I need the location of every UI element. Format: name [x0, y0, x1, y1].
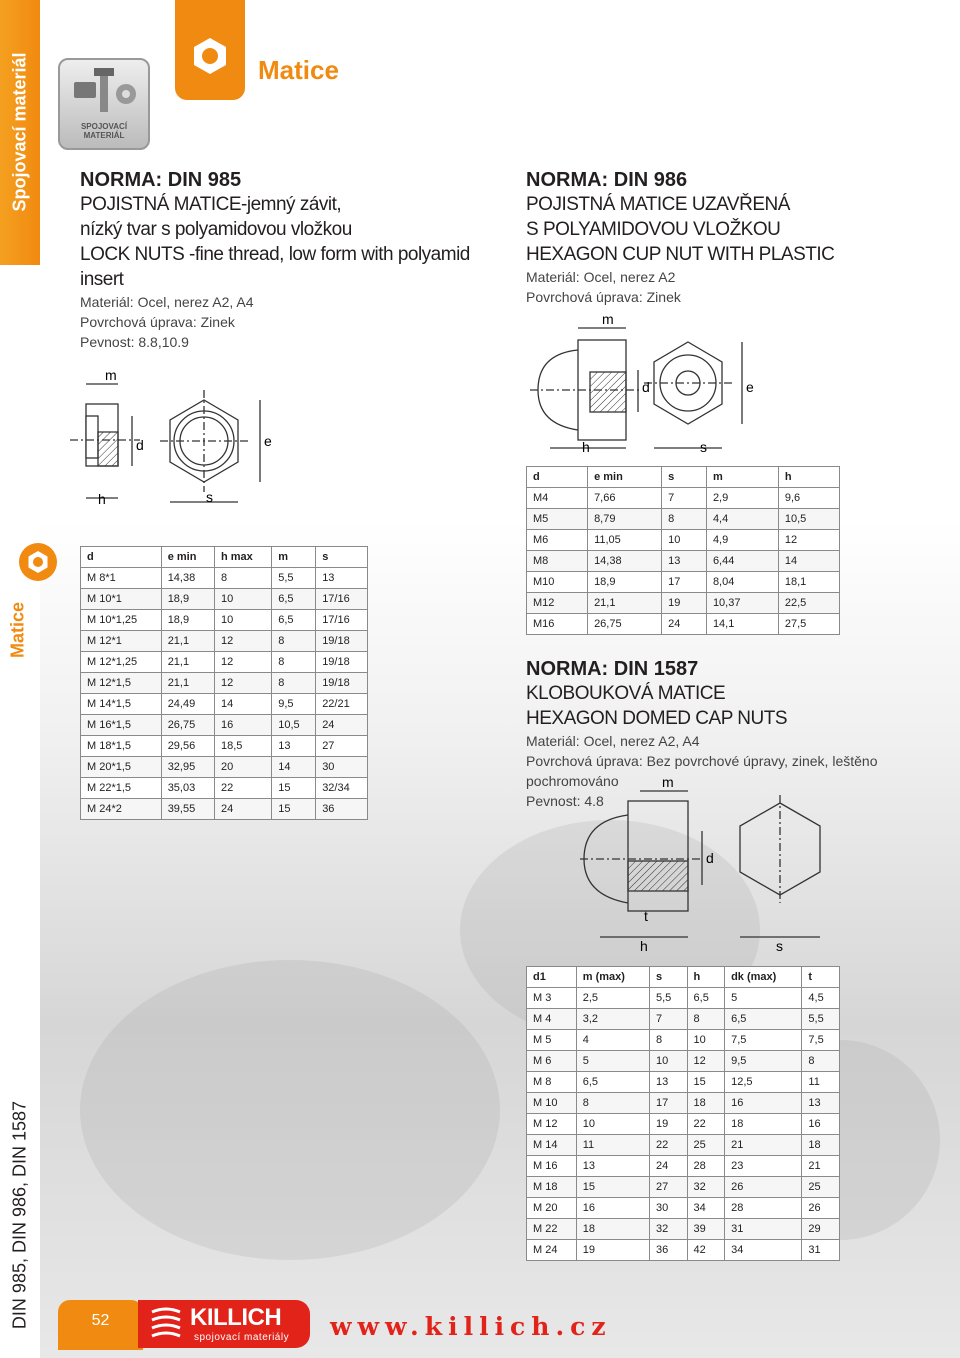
table-cell: M8	[527, 551, 588, 572]
table-cell: 18	[802, 1135, 840, 1156]
table-cell: 4,5	[802, 988, 840, 1009]
table-row	[527, 1072, 840, 1093]
brand-mark-icon	[146, 1304, 186, 1344]
table-cell: 14	[215, 694, 272, 715]
svg-text:s: s	[206, 489, 213, 505]
table-cell: 39,55	[161, 799, 214, 820]
table-cell: 8	[272, 652, 316, 673]
table-cell: 22/21	[316, 694, 368, 715]
fasteners-icon	[60, 60, 148, 120]
table-cell: 21,1	[588, 593, 662, 614]
table-header: s	[649, 967, 687, 988]
svg-text:t: t	[644, 908, 648, 924]
table-cell: 6,5	[725, 1009, 802, 1030]
table-cell: 36	[316, 799, 368, 820]
svg-text:d: d	[706, 850, 714, 866]
page-number: 52	[58, 1300, 143, 1350]
svg-text:m: m	[662, 775, 674, 790]
din986-norm: NORMA: DIN 986	[526, 169, 688, 191]
table-cell: 18,5	[215, 736, 272, 757]
side-tab-norms: DIN 985, DIN 986, DIN 1587	[9, 1100, 30, 1330]
table-cell: M 24	[527, 1240, 577, 1261]
table-cell: 17/16	[316, 589, 368, 610]
table-row	[81, 778, 368, 799]
table-row	[527, 1093, 840, 1114]
table-cell: M 10*1	[81, 589, 162, 610]
table-header: e min	[161, 547, 214, 568]
table-cell: 4,4	[706, 509, 778, 530]
din1587-description: NORMA: DIN 1587 KLOBOUKOVÁ MATICE HEXAGON DOMED CAP NUTS Materiál: Ocel, nerez A2, A4 Povrchová úprava: Bez povrchové úpravy, zinek, leštěno pochromováno Pevnost: 4.8	[526, 657, 956, 811]
table-cell: 29,56	[161, 736, 214, 757]
table-cell: 21,1	[161, 673, 214, 694]
table-header: t	[802, 967, 840, 988]
table-cell: 10,5	[272, 715, 316, 736]
table-cell: 17	[649, 1093, 687, 1114]
table-row	[81, 694, 368, 715]
table-cell: 21	[802, 1156, 840, 1177]
table-cell: 14	[778, 551, 839, 572]
table-cell: 8	[272, 631, 316, 652]
table-cell: 27	[649, 1177, 687, 1198]
table-cell: 8	[272, 673, 316, 694]
table-cell: 18,1	[778, 572, 839, 593]
table-cell: 32	[649, 1219, 687, 1240]
hex-nut-icon	[175, 0, 245, 100]
table-cell: 8	[687, 1009, 725, 1030]
table-cell: 22,5	[778, 593, 839, 614]
table-row	[527, 593, 840, 614]
din986-table	[526, 466, 840, 635]
table-header: dk (max)	[725, 967, 802, 988]
table-cell: 26	[725, 1177, 802, 1198]
table-cell: 16	[725, 1093, 802, 1114]
table-cell: 10	[215, 589, 272, 610]
table-cell: M 16*1,5	[81, 715, 162, 736]
table-cell: 9,5	[725, 1051, 802, 1072]
table-cell: 12	[687, 1051, 725, 1072]
table-cell: 13	[576, 1156, 649, 1177]
table-cell: M 12*1	[81, 631, 162, 652]
table-cell: 21,1	[161, 652, 214, 673]
table-cell: 12	[215, 631, 272, 652]
din1587-table	[526, 966, 840, 1261]
table-cell: 19/18	[316, 631, 368, 652]
table-row	[81, 757, 368, 778]
table-cell: 5,5	[272, 568, 316, 589]
table-cell: 24,49	[161, 694, 214, 715]
svg-text:m: m	[602, 312, 614, 327]
table-cell: 5,5	[649, 988, 687, 1009]
svg-text:s: s	[776, 938, 783, 954]
website-link[interactable]: www.killich.cz	[330, 1312, 612, 1341]
table-cell: 25	[687, 1135, 725, 1156]
table-cell: 21,1	[161, 631, 214, 652]
table-cell: 30	[316, 757, 368, 778]
table-cell: 2,9	[706, 488, 778, 509]
table-cell: M 6	[527, 1051, 577, 1072]
table-cell: M 18	[527, 1177, 577, 1198]
table-header: d1	[527, 967, 577, 988]
table-cell: 5	[576, 1051, 649, 1072]
table-cell: 34	[725, 1240, 802, 1261]
svg-text:d: d	[136, 437, 144, 453]
svg-text:h: h	[582, 439, 590, 455]
table-cell: 10	[687, 1030, 725, 1051]
table-cell: 24	[662, 614, 707, 635]
table-header: h	[687, 967, 725, 988]
table-cell: 19	[649, 1114, 687, 1135]
table-cell: 24	[316, 715, 368, 736]
table-cell: 15	[272, 799, 316, 820]
table-cell: 12,5	[725, 1072, 802, 1093]
table-cell: M4	[527, 488, 588, 509]
table-row	[527, 1009, 840, 1030]
table-cell: 7,5	[802, 1030, 840, 1051]
table-cell: M 16	[527, 1156, 577, 1177]
table-cell: 13	[316, 568, 368, 589]
table-cell: 16	[802, 1114, 840, 1135]
din985-table	[80, 546, 368, 820]
table-header: m	[706, 467, 778, 488]
table-cell: M 20	[527, 1198, 577, 1219]
table-cell: 19	[576, 1240, 649, 1261]
table-header: h	[778, 467, 839, 488]
table-cell: 22	[649, 1135, 687, 1156]
din985-description: NORMA: DIN 985 POJISTNÁ MATICE-jemný závit, nízký tvar s polyamidovou vložkou LOCK NUTS -fine thread, low form with polyamid insert Materiál: Ocel, nerez A2, A4 Povrchová úprava: Zinek Pevnost: 8.8,10.9	[80, 168, 500, 352]
table-cell: M12	[527, 593, 588, 614]
table-header: s	[316, 547, 368, 568]
table-cell: 13	[802, 1093, 840, 1114]
svg-text:h: h	[640, 938, 648, 954]
table-cell: 4	[576, 1030, 649, 1051]
din1587-norm: NORMA: DIN 1587	[526, 658, 699, 680]
svg-text:e: e	[264, 433, 272, 449]
table-header: m (max)	[576, 967, 649, 988]
table-row	[527, 488, 840, 509]
table-cell: 32/34	[316, 778, 368, 799]
table-cell: 26,75	[588, 614, 662, 635]
table-row	[81, 673, 368, 694]
table-cell: 13	[649, 1072, 687, 1093]
table-cell: M 22	[527, 1219, 577, 1240]
table-header: h max	[215, 547, 272, 568]
table-cell: 13	[662, 551, 707, 572]
table-cell: 28	[687, 1156, 725, 1177]
table-row	[527, 1156, 840, 1177]
table-cell: 31	[725, 1219, 802, 1240]
table-cell: 6,5	[576, 1072, 649, 1093]
page-title: Matice	[258, 55, 339, 85]
table-cell: 7	[662, 488, 707, 509]
table-cell: M 10	[527, 1093, 577, 1114]
table-cell: 26	[802, 1198, 840, 1219]
table-cell: M 5	[527, 1030, 577, 1051]
table-cell: 32,95	[161, 757, 214, 778]
table-cell: 9,5	[272, 694, 316, 715]
table-cell: 31	[802, 1240, 840, 1261]
table-cell: M 8	[527, 1072, 577, 1093]
table-row	[81, 652, 368, 673]
table-cell: 12	[215, 652, 272, 673]
table-cell: 14,38	[161, 568, 214, 589]
table-row	[527, 1114, 840, 1135]
din986-description: NORMA: DIN 986 POJISTNÁ MATICE UZAVŘENÁ S POLYAMIDOVOU VLOŽKOU HEXAGON CUP NUT WITH PLASTIC Materiál: Ocel, nerez A2 Povrchová úprava: Zinek	[526, 168, 946, 307]
table-cell: 6,44	[706, 551, 778, 572]
table-cell: 10,5	[778, 509, 839, 530]
table-row	[527, 1135, 840, 1156]
table-row	[527, 572, 840, 593]
table-cell: 17	[662, 572, 707, 593]
table-cell: 34	[687, 1198, 725, 1219]
table-cell: M 8*1	[81, 568, 162, 589]
table-cell: 8	[662, 509, 707, 530]
table-cell: 30	[649, 1198, 687, 1219]
table-row	[81, 715, 368, 736]
table-cell: 32	[687, 1177, 725, 1198]
table-cell: 8	[802, 1051, 840, 1072]
table-header: d	[81, 547, 162, 568]
table-cell: 7,5	[725, 1030, 802, 1051]
svg-text:e: e	[746, 379, 754, 395]
din1587-drawing	[580, 775, 830, 955]
table-row	[527, 1219, 840, 1240]
header-tab	[175, 0, 245, 100]
table-cell: 11,05	[588, 530, 662, 551]
table-cell: 2,5	[576, 988, 649, 1009]
table-cell: 16	[576, 1198, 649, 1219]
table-header: m	[272, 547, 316, 568]
table-cell: 27,5	[778, 614, 839, 635]
din985-drawing	[60, 362, 360, 512]
table-cell: 8,04	[706, 572, 778, 593]
table-cell: 23	[725, 1156, 802, 1177]
table-cell: 12	[215, 673, 272, 694]
hex-nut-icon	[18, 542, 58, 582]
table-cell: 20	[215, 757, 272, 778]
svg-text:s: s	[700, 439, 707, 455]
table-cell: 8	[576, 1093, 649, 1114]
table-cell: 19/18	[316, 673, 368, 694]
table-cell: 27	[316, 736, 368, 757]
table-cell: 14,38	[588, 551, 662, 572]
table-cell: 28	[725, 1198, 802, 1219]
table-cell: 24	[649, 1156, 687, 1177]
table-row	[527, 1198, 840, 1219]
table-row	[527, 509, 840, 530]
table-cell: M 12	[527, 1114, 577, 1135]
table-cell: 10	[649, 1051, 687, 1072]
din986-drawing	[530, 312, 790, 457]
table-cell: 24	[215, 799, 272, 820]
table-cell: 3,2	[576, 1009, 649, 1030]
table-cell: 5	[725, 988, 802, 1009]
table-header: d	[527, 467, 588, 488]
table-cell: 14,1	[706, 614, 778, 635]
table-cell: M 12*1,5	[81, 673, 162, 694]
table-cell: 17/16	[316, 610, 368, 631]
table-cell: 16	[215, 715, 272, 736]
table-row	[81, 736, 368, 757]
table-cell: M 3	[527, 988, 577, 1009]
table-cell: M 24*2	[81, 799, 162, 820]
table-cell: 10	[215, 610, 272, 631]
table-cell: 11	[576, 1135, 649, 1156]
table-row	[81, 610, 368, 631]
table-cell: 18	[725, 1114, 802, 1135]
table-cell: 19/18	[316, 652, 368, 673]
table-cell: M 14*1,5	[81, 694, 162, 715]
table-cell: 8,79	[588, 509, 662, 530]
table-cell: 5,5	[802, 1009, 840, 1030]
side-tab-section: Matice	[0, 530, 40, 710]
table-cell: M16	[527, 614, 588, 635]
table-cell: 36	[649, 1240, 687, 1261]
table-cell: M 12*1,25	[81, 652, 162, 673]
table-row	[81, 568, 368, 589]
table-row	[81, 631, 368, 652]
table-cell: 18,9	[588, 572, 662, 593]
table-cell: 13	[272, 736, 316, 757]
table-cell: 6,5	[687, 988, 725, 1009]
table-cell: 22	[687, 1114, 725, 1135]
table-cell: M10	[527, 572, 588, 593]
table-row	[81, 589, 368, 610]
side-tab-category: Spojovací materiál	[0, 0, 40, 265]
table-cell: 15	[687, 1072, 725, 1093]
table-cell: 15	[272, 778, 316, 799]
table-cell: 15	[576, 1177, 649, 1198]
table-cell: 18	[687, 1093, 725, 1114]
table-cell: 14	[272, 757, 316, 778]
table-cell: 11	[802, 1072, 840, 1093]
table-cell: 7,66	[588, 488, 662, 509]
table-cell: 6,5	[272, 589, 316, 610]
table-cell: 7	[649, 1009, 687, 1030]
table-cell: 10,37	[706, 593, 778, 614]
category-logo: SPOJOVACÍ MATERIÁL	[58, 58, 150, 150]
table-header: e min	[588, 467, 662, 488]
table-cell: 12	[778, 530, 839, 551]
table-cell: M5	[527, 509, 588, 530]
table-cell: 4,9	[706, 530, 778, 551]
table-cell: 42	[687, 1240, 725, 1261]
table-cell: 9,6	[778, 488, 839, 509]
table-cell: M 14	[527, 1135, 577, 1156]
table-cell: 18,9	[161, 610, 214, 631]
table-row	[527, 530, 840, 551]
table-row	[527, 614, 840, 635]
table-row	[527, 1051, 840, 1072]
table-cell: 22	[215, 778, 272, 799]
dim-m: m	[105, 367, 117, 383]
table-cell: M 22*1,5	[81, 778, 162, 799]
table-header: s	[662, 467, 707, 488]
svg-text:h: h	[98, 491, 106, 507]
table-cell: 8	[649, 1030, 687, 1051]
table-cell: M6	[527, 530, 588, 551]
table-cell: 21	[725, 1135, 802, 1156]
table-row	[81, 799, 368, 820]
table-row	[527, 1030, 840, 1051]
table-row	[527, 1240, 840, 1261]
table-cell: 10	[576, 1114, 649, 1135]
table-cell: 25	[802, 1177, 840, 1198]
table-cell: 19	[662, 593, 707, 614]
table-row	[527, 1177, 840, 1198]
svg-text:d: d	[642, 379, 650, 395]
table-cell: 10	[662, 530, 707, 551]
table-cell: 29	[802, 1219, 840, 1240]
table-cell: M 10*1,25	[81, 610, 162, 631]
din985-norm: NORMA: DIN 985	[80, 169, 242, 191]
table-cell: 8	[215, 568, 272, 589]
table-cell: M 18*1,5	[81, 736, 162, 757]
table-cell: 26,75	[161, 715, 214, 736]
table-cell: 18,9	[161, 589, 214, 610]
table-cell: M 4	[527, 1009, 577, 1030]
table-cell: 6,5	[272, 610, 316, 631]
table-cell: 18	[576, 1219, 649, 1240]
table-cell: M 20*1,5	[81, 757, 162, 778]
table-row	[527, 988, 840, 1009]
table-row	[527, 551, 840, 572]
table-cell: 35,03	[161, 778, 214, 799]
table-cell: 39	[687, 1219, 725, 1240]
brand-logo: KILLICH spojovací materiály	[138, 1300, 310, 1348]
